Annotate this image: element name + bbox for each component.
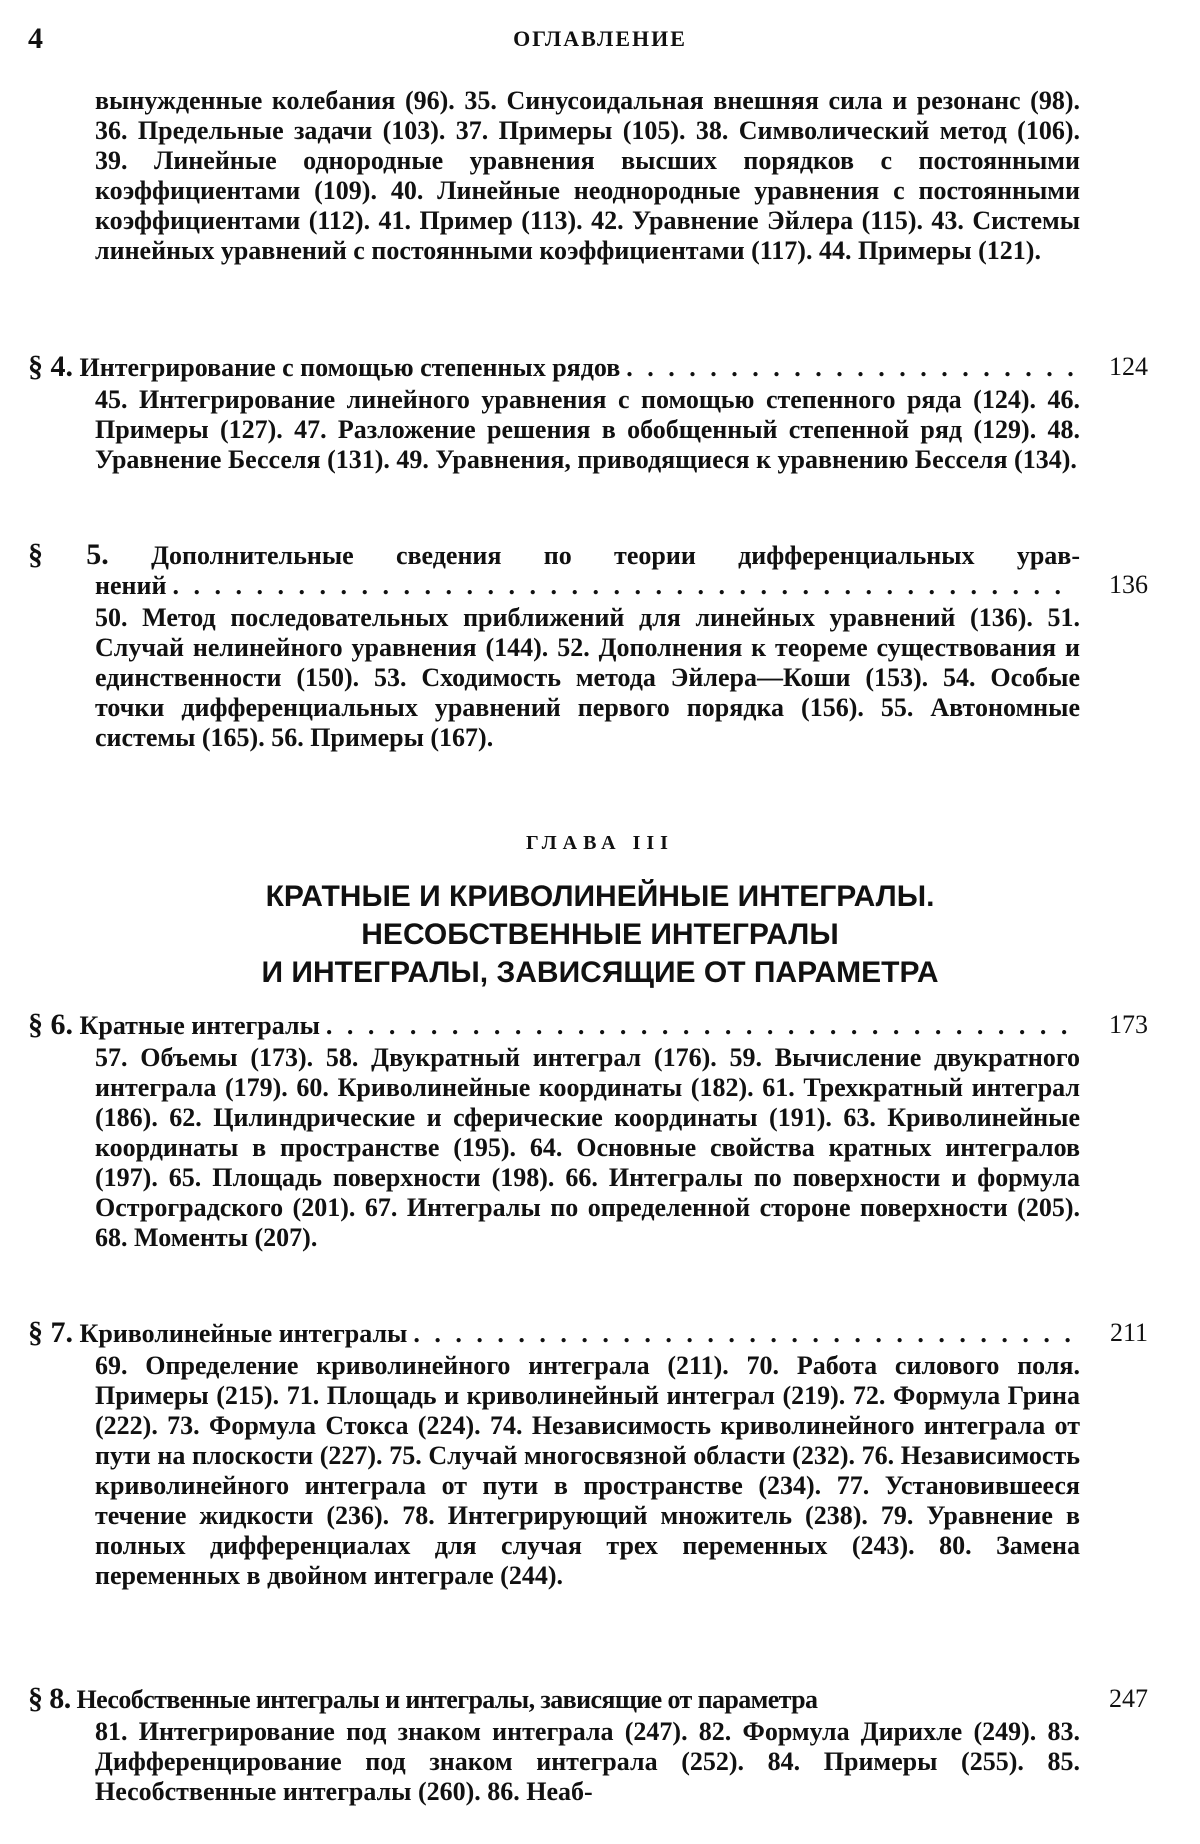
section-title-line1: Дополнительные сведения по теории дифференциальных урав- [151, 541, 1080, 570]
section-5 [28, 540, 1148, 753]
chapter-title [0, 878, 1200, 992]
leader-dots: . . . . . . . . . . . . . . . . . . . . . [626, 353, 1074, 383]
section-title-line2: нений [95, 571, 166, 601]
section-7-heading [28, 1318, 1148, 1349]
section-4-contents: 45. Интегрирование линейного уравнения с помощью степенного ряда (124). 46. Примеры (127). 47. Разложение решения в обобщенный степенной ряд (129). 48. Уравнение Бесселя (131). 49. Уравнения, приводящиеся к уравнению Бесселя (134). [95, 385, 1080, 475]
page-number: 4 [28, 22, 43, 56]
chapter-title-line3: И ИНТЕГРАЛЫ, ЗАВИСЯЩИЕ ОТ ПАРАМЕТРА [0, 954, 1200, 992]
section-title: Несобственные интегралы и интегралы, зависящие от параметра [77, 1685, 818, 1714]
section-6-heading [28, 1010, 1148, 1041]
section-sign: § 5. [28, 538, 109, 571]
section-6 [28, 1010, 1148, 1253]
section-8 [28, 1684, 1148, 1807]
chapter-label: ГЛАВА III [0, 832, 1200, 855]
leader-dots: . . . . . . . . . . . . . . . . . . . . . . . . . . . . . . . . . . . . [326, 1011, 1074, 1041]
section-page-number: 136 [1109, 570, 1148, 600]
section-page-number: 173 [1109, 1010, 1148, 1040]
chapter-title-line2: НЕСОБСТВЕННЫЕ ИНТЕГРАЛЫ [0, 916, 1200, 954]
section-4 [28, 352, 1148, 475]
section-8-contents: 81. Интегрирование под знаком интеграла (247). 82. Формула Дирихле (249). 83. Дифференцирование под знаком интеграла (252). 84. Примеры (255). 85. Несобственные интегралы (260). 86. Неаб- [95, 1717, 1080, 1807]
section-page-number: 211 [1110, 1318, 1148, 1348]
section-title: Кратные интегралы [80, 1011, 320, 1040]
section-6-contents: 57. Объемы (173). 58. Двукратный интеграл (176). 59. Вычисление двукратного интеграла (179). 60. Криволинейные координаты (182). 61. Трехкратный интеграл (186). 62. Цилиндрические и сферические координаты (191). 63. Криволинейные координаты в пространстве (195). 64. Основные свойства кратных интегралов (197). 65. Площадь поверхности (198). 66. Интегралы по поверхности и формула Остроградского (201). 67. Интегралы по определенной стороне поверхности (205). 68. Моменты (207). [95, 1043, 1080, 1253]
section-7 [28, 1318, 1148, 1591]
chapter-title-line1: КРАТНЫЕ И КРИВОЛИНЕЙНЫЕ ИНТЕГРАЛЫ. [0, 878, 1200, 916]
continuation-paragraph: вынужденные колебания (96). 35. Синусоидальная внешняя сила и резонанс (98). 36. Предельные задачи (103). 37. Примеры (105). 38. Символический метод (106). 39. Линейные однородные уравнения высших порядков с постоянными коэффициентами (109). 40. Линейные неоднородные уравнения с постоянными коэффициентами (112). 41. Пример (113). 42. Уравнение Эйлера (115). 43. Системы линейных уравнений с постоянными коэффициентами (117). 44. Примеры (121). [95, 86, 1080, 266]
section-4-heading [28, 352, 1148, 383]
section-page-number: 124 [1109, 352, 1148, 382]
section-5-heading [28, 540, 1148, 601]
running-header: ОГЛАВЛЕНИЕ [0, 26, 1200, 52]
section-sign: § 4. [28, 350, 73, 383]
section-sign: § 8. [28, 1682, 71, 1715]
leader-dots: . . . . . . . . . . . . . . . . . . . . . . . . . . . . . . . . . . . . . . . . . . . . . [172, 571, 1074, 601]
section-title: Интегрирование с помощью степенных рядов [80, 353, 621, 382]
section-8-heading [28, 1684, 1148, 1715]
section-page-number: 247 [1109, 1684, 1148, 1714]
section-sign: § 7. [28, 1316, 73, 1349]
section-5-contents: 50. Метод последовательных приближений для линейных уравнений (136). 51. Случай нелинейного уравнения (144). 52. Дополнения к теореме существования и единственности (150). 53. Сходимость метода Эйлера—Коши (153). 54. Особые точки дифференциальных уравнений первого порядка (156). 55. Автономные системы (165). 56. Примеры (167). [95, 603, 1080, 753]
leader-dots: . . . . . . . . . . . . . . . . . . . . . . . . . . . . . . . . [413, 1319, 1074, 1349]
section-7-contents: 69. Определение криволинейного интеграла (211). 70. Работа силового поля. Примеры (215). 71. Площадь и криволинейный интеграл (219). 72. Формула Грина (222). 73. Формула Стокса (224). 74. Независимость криволинейного интеграла от пути на плоскости (227). 75. Случай многосвязной области (232). 76. Независимость криволинейного интеграла от пути в пространстве (234). 77. Установившееся течение жидкости (236). 78. Интегрирующий множитель (238). 79. Уравнение в полных дифференциалах для случая трех переменных (243). 80. Замена переменных в двойном интеграле (244). [95, 1351, 1080, 1591]
section-sign: § 6. [28, 1008, 73, 1041]
document-page [0, 0, 1200, 1844]
section-title: Криволинейные интегралы [80, 1319, 408, 1348]
